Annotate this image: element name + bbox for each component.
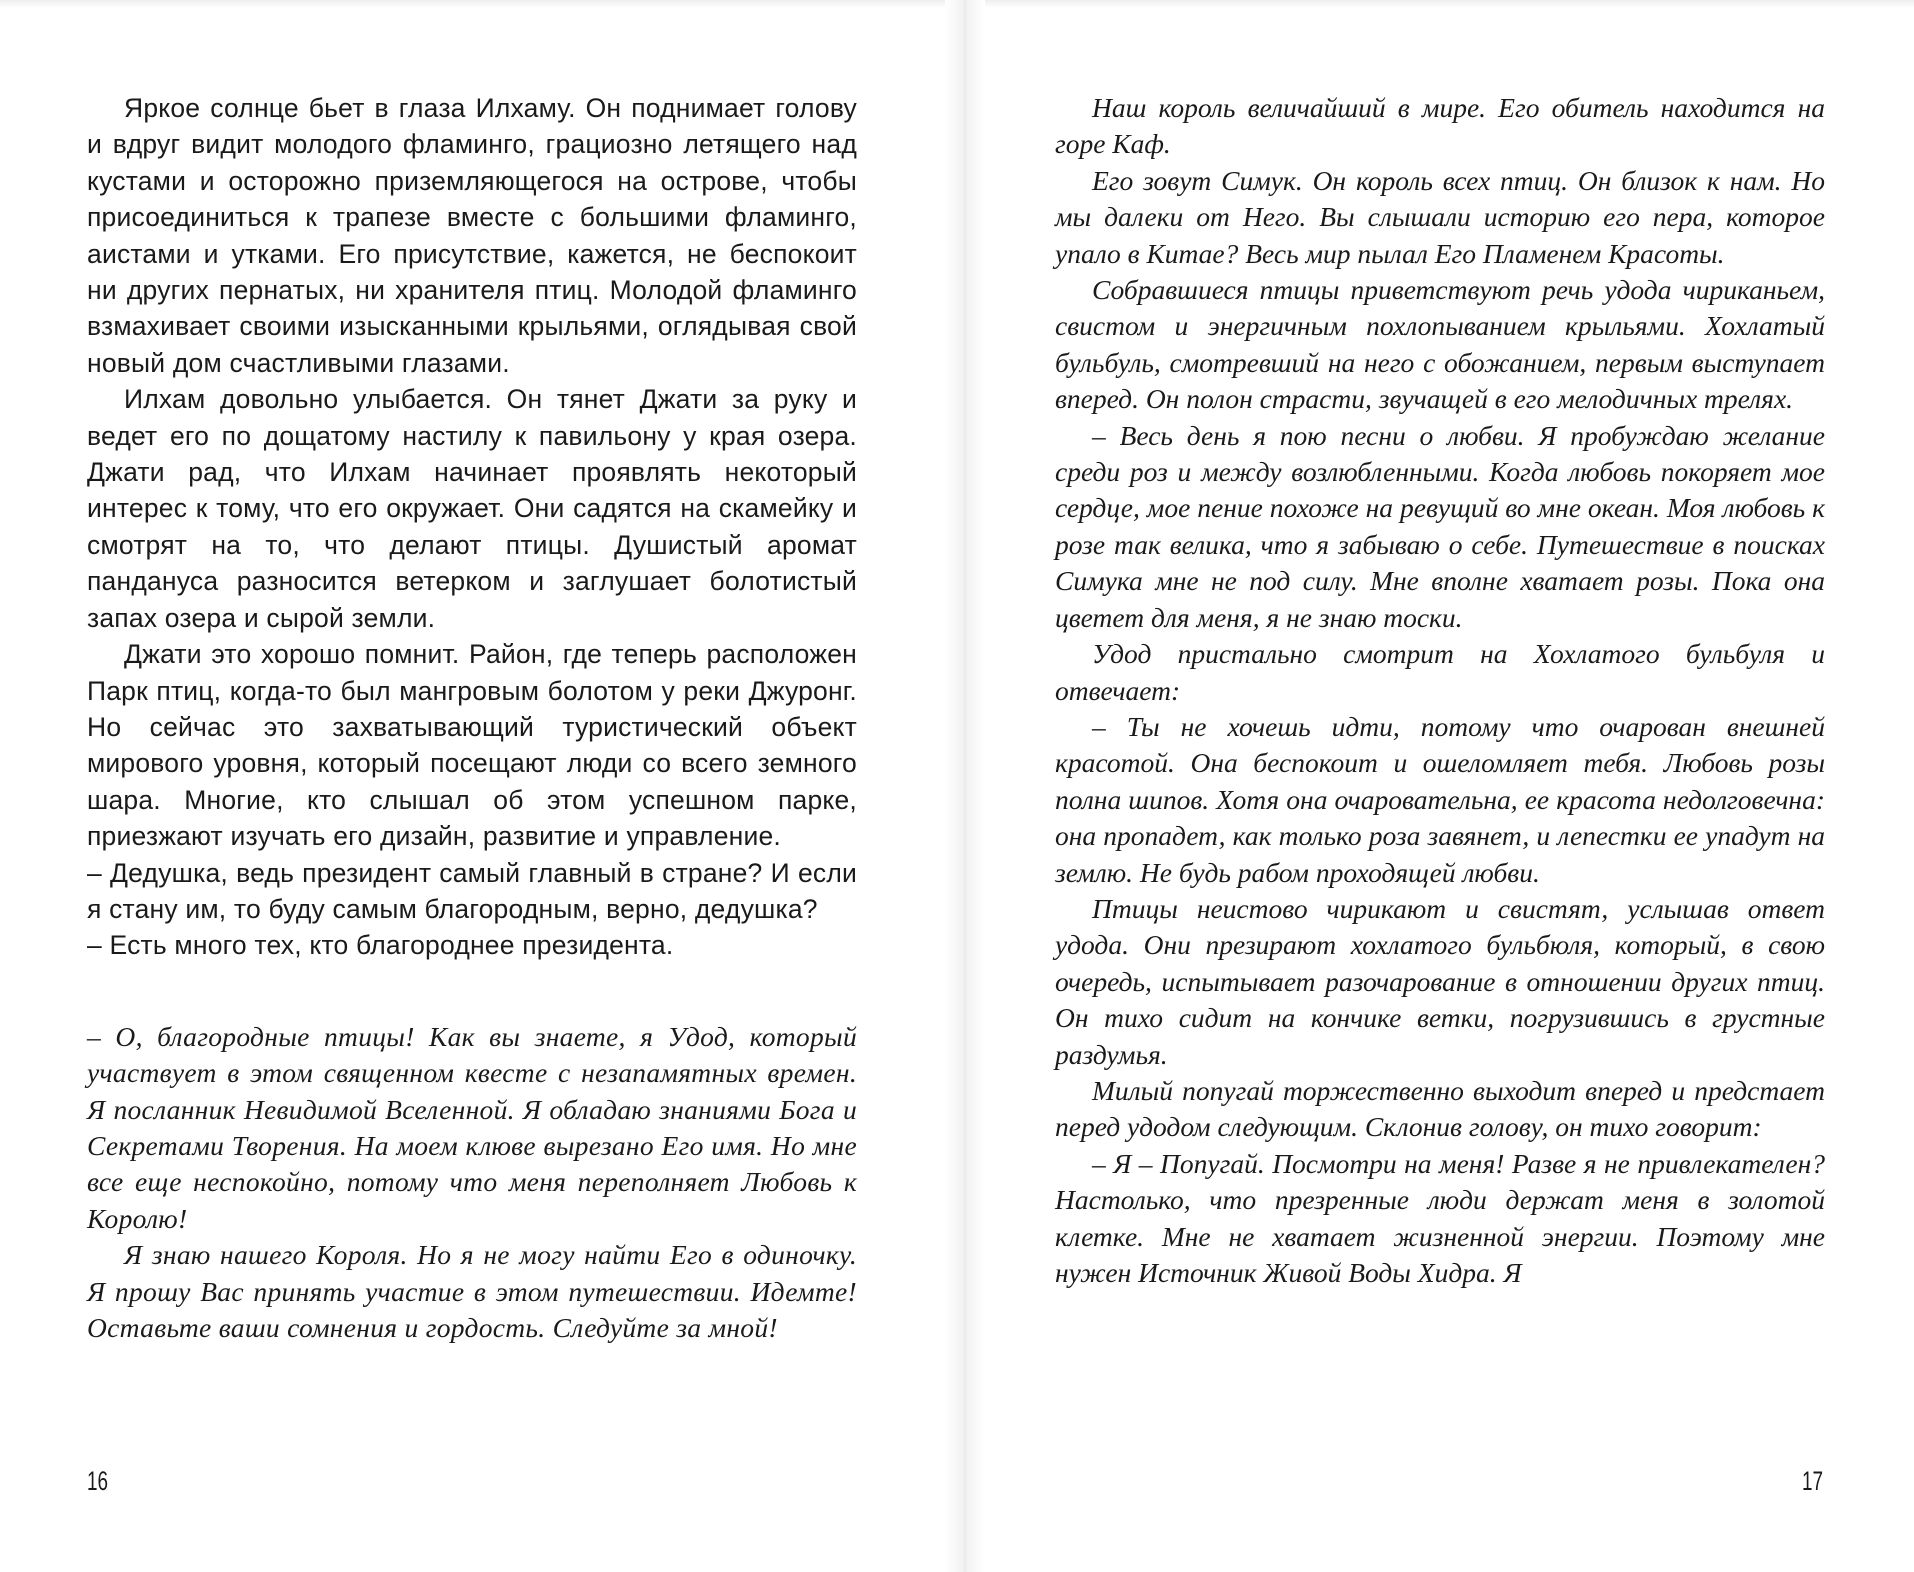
italic-paragraph: Птицы неистово чирикают и свистят, услышав ответ удода. Они презирают хохлатого бульбюля, который, в свою очередь, испытывает разочарование в отношении других птиц. Он тихо сидит на кончике ветки, погрузившись в грустные раздумья.: [1055, 892, 1825, 1070]
paragraph: Яркое солнце бьет в глаза Илхаму. Он поднимает голову и вдруг видит молодого фламинго, грациозно летящего над кустами и осторожно приземляющегося на острове, чтобы присоединиться к трапезе вместе с большими фламинго, аистами и утками. Его присутствие, кажется, не беспокоит ни других пернатых, ни хранителя птиц. Молодой фламинго взмахивает своими изысканными крыльями, оглядывая свой новый дом счастливыми глазами.: [87, 93, 857, 378]
italic-paragraph: Собравшиеся птицы приветствуют речь удода чириканьем, свистом и энергичным похлопыванием крыльями. Хохлатый бульбуль, смотревший на него с обожанием, первым выступает вперед. Он полон страсти, звучащей в его мелодичных трелях.: [1055, 274, 1825, 415]
italic-paragraph: Наш король величайший в мире. Его обитель находится на горе Каф.: [1055, 92, 1825, 160]
italic-paragraph: Удод пристально смотрит на Хохлатого бульбуля и отвечает:: [1055, 638, 1825, 706]
paragraph: Илхам довольно улыбается. Он тянет Джати за руку и ведет его по дощатому настилу к павильону у края озера. Джати рад, что Илхам начинает проявлять некоторый интерес к тому, что его окружает. Они садятся на скамейку и смотрят на то, что делают птицы. Душистый аромат пандануса разносится ветерком и заглушает болотистый запах озера и сырой земли.: [87, 384, 857, 633]
page-number-right: 17: [1802, 1466, 1824, 1496]
italic-paragraph: Я знаю нашего Короля. Но я не могу найти Его в одиночку. Я прошу Вас принять участие в этом путешествии. Идемте! Оставьте ваши сомнения и гордость. Следуйте за мной!: [87, 1239, 857, 1343]
dialogue-line: – Есть много тех, кто благороднее президента.: [87, 930, 674, 961]
italic-paragraph: – Весь день я пою песни о любви. Я пробуждаю желание среди роз и между возлюбленными. Когда любовь покоряет мое сердце, мое пение похоже на ревущий во мне океан. Моя любовь к розе так велика, что я забываю о себе. Путешествие в поисках Симука мне не под силу. Мне вполне хватает розы. Пока она цветет для меня, я не знаю тоски.: [1055, 419, 1825, 633]
right-page: [1055, 90, 1825, 1291]
left-page: [87, 90, 857, 1346]
scene-break: [87, 964, 857, 1019]
italic-paragraph: – О, благородные птицы! Как вы знаете, я Удод, который участвует в этом священном квесте с незапамятных времен. Я посланник Невидимой Вселенной. Я обладаю знаниями Бога и Секретами Творения. На моем клюве вырезано Его имя. Но мне все еще неспокойно, потому что меня переполняет Любовь к Королю!: [87, 1020, 857, 1234]
dialogue-line: – Дедушка, ведь президент самый главный в стране? И если я стану им, то буду самым благородным, верно, дедушка?: [87, 857, 857, 924]
italic-paragraph: Милый попугай торжественно выходит вперед и предстает перед удодом следующим. Склонив голову, он тихо говорит:: [1055, 1074, 1825, 1143]
page-number-left: 16: [87, 1466, 109, 1496]
paragraph: Джати это хорошо помнит. Район, где теперь расположен Парк птиц, когда-то был мангровым болотом у реки Джуронг. Но сейчас это захватывающий туристический объект мирового уровня, который посещают люди со всего земного шара. Многие, кто слышал об этом успешном парке, приезжают изучать его дизайн, развитие и управление.: [87, 639, 857, 852]
italic-paragraph: – Ты не хочешь идти, потому что очарован внешней красотой. Она беспокоит и ошеломляет тебя. Любовь розы полна шипов. Хотя она очаровательна, ее красота недолговечна: она пропадет, как только роза завянет, и лепестки ее упадут на землю. Не будь рабом проходящей любви.: [1055, 710, 1825, 888]
book-gutter: [945, 0, 985, 1572]
italic-paragraph: – Я – Попугай. Посмотри на меня! Разве я не привлекателен? Настолько, что презренные люди держат меня в золотой клетке. Мне не хватает жизненной энергии. Поэтому мне нужен Источник Живой Воды Хидра. Я: [1055, 1147, 1825, 1288]
italic-paragraph: Его зовут Симук. Он король всех птиц. Он близок к нам. Но мы далеки от Него. Вы слышали историю его пера, которое упало в Китае? Весь мир пылал Его Пламенем Красоты.: [1055, 164, 1825, 269]
